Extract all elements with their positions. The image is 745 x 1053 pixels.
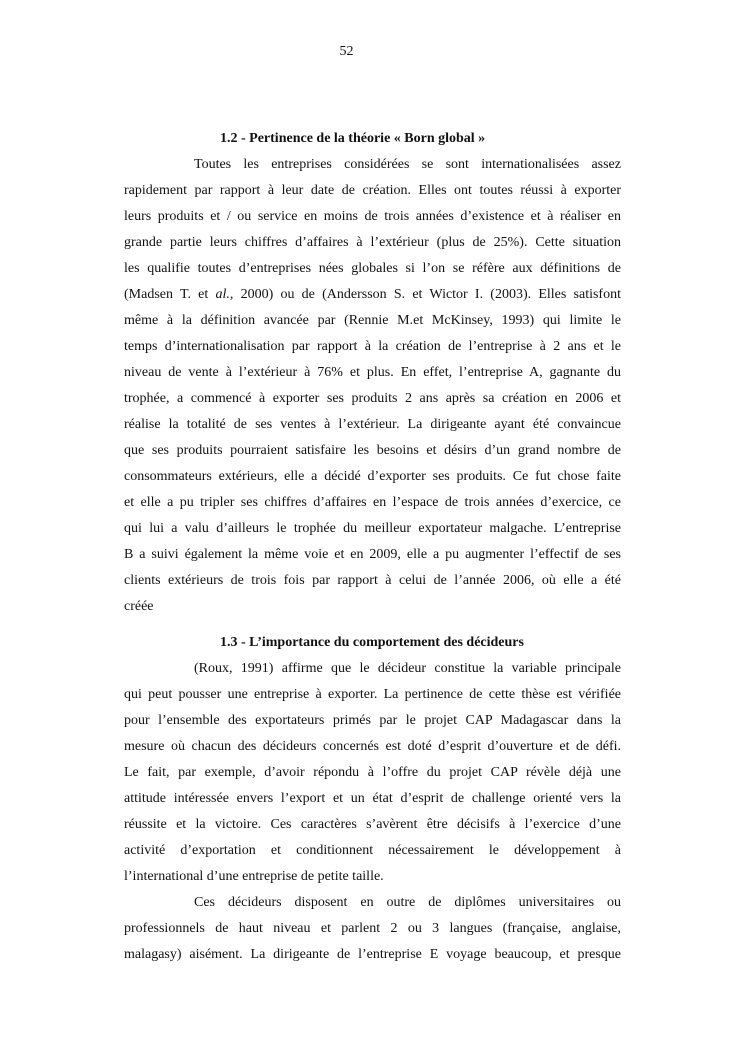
text-line: (Roux, 1991) affirme que le décideur constitue la variable principale bbox=[194, 661, 621, 676]
text-line: B a suivi également la même voie et en 2009, elle a pu augmenter l’effectif de ses bbox=[124, 547, 621, 562]
text-line: pour l’ensemble des exportateurs primés par le projet CAP Madagascar dans la bbox=[124, 713, 621, 728]
text-line: Ces décideurs disposent en outre de diplômes universitaires ou bbox=[194, 895, 621, 910]
text-line: l’international d’une entreprise de petite taille. bbox=[124, 869, 384, 884]
text-line: malagasy) aisément. La dirigeante de l’entreprise E voyage beaucoup, et presque bbox=[124, 947, 621, 962]
text-line: professionnels de haut niveau et parlent 2 ou 3 langues (française, anglaise, bbox=[124, 921, 621, 936]
paragraph bbox=[124, 152, 621, 620]
text-line: leurs produits et / ou service en moins de trois années d’existence et à réaliser en bbox=[124, 209, 621, 224]
text-line: réussite et la victoire. Ces caractères s’avèrent être décisifs à l’exercice d’une bbox=[124, 817, 621, 832]
section-heading: 1.2 - Pertinence de la théorie « Born global » bbox=[220, 131, 486, 146]
text-line: activité d’exportation et conditionnent nécessairement le développement à bbox=[124, 843, 621, 858]
text-line: Toutes les entreprises considérées se sont internationalisées assez bbox=[194, 157, 621, 172]
text-line: réalise la totalité de ses ventes à l’extérieur. La dirigeante ayant été convaincue bbox=[124, 417, 621, 432]
text-line: les qualifie toutes d’entreprises nées globales si l’on se réfère aux définitions de bbox=[124, 261, 621, 276]
text-line: qui lui a valu d’ailleurs le trophée du meilleur exportateur malgache. L’entreprise bbox=[124, 521, 621, 536]
text-line: temps d’internationalisation par rapport à la création de l’entreprise à 2 ans et le bbox=[124, 339, 621, 354]
text-line: clients extérieurs de trois fois par rapport à celui de l’année 2006, où elle a été bbox=[124, 573, 621, 588]
text-line: attitude intéressée envers l’export et un état d’esprit de challenge orienté vers la bbox=[124, 791, 621, 806]
section-heading: 1.3 - L’importance du comportement des décideurs bbox=[220, 635, 524, 650]
paragraph bbox=[124, 890, 621, 968]
text-line: même à la définition avancée par (Rennie M.et McKinsey, 1993) qui limite le bbox=[124, 313, 621, 328]
text-line: créée bbox=[124, 599, 154, 614]
text-line: trophée, a commencé à exporter ses produits 2 ans après sa création en 2006 et bbox=[124, 391, 621, 406]
page-number: 52 bbox=[339, 44, 354, 59]
text-line: qui peut pousser une entreprise à exporter. La pertinence de cette thèse est vérifiée bbox=[124, 687, 621, 702]
text-line: (Madsen T. et al., 2000) ou de (Andersson S. et Wictor I. (2003). Elles satisfont bbox=[124, 287, 621, 302]
text-line: et elle a pu tripler ses chiffres d’affaires en l’espace de trois années d’exercice, ce bbox=[124, 495, 621, 510]
text-line: que ses produits pourraient satisfaire les besoins et désirs d’un grand nombre de bbox=[124, 443, 621, 458]
text-line: consommateurs extérieurs, elle a décidé d’exporter ses produits. Ce fut chose faite bbox=[124, 469, 621, 484]
paragraph bbox=[124, 656, 621, 890]
text-line: Le fait, par exemple, d’avoir répondu à l’offre du projet CAP révèle déjà une bbox=[124, 765, 621, 780]
text-line: grande partie leurs chiffres d’affaires à l’extérieur (plus de 25%). Cette situation bbox=[124, 235, 621, 250]
document-body bbox=[124, 126, 621, 968]
text-line: niveau de vente à l’extérieur à 76% et plus. En effet, l’entreprise A, gagnante du bbox=[124, 365, 621, 380]
text-line: rapidement par rapport à leur date de création. Elles ont toutes réussi à exporter bbox=[124, 183, 621, 198]
text-line: mesure où chacun des décideurs concernés est doté d’esprit d’ouverture et de défi. bbox=[124, 739, 621, 754]
